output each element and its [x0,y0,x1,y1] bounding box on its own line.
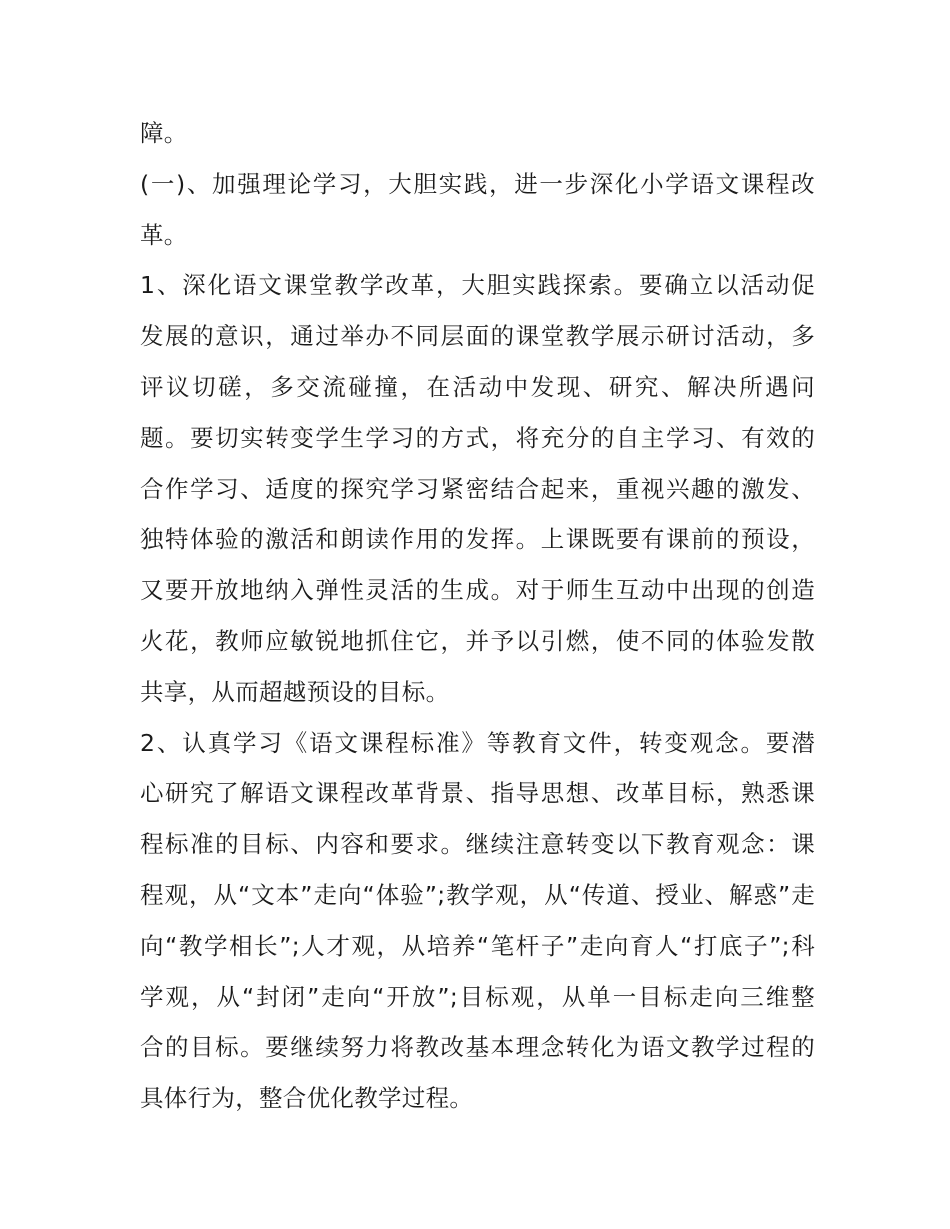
paragraph-1-line: 独特体验的激活和朗读作用的发挥。上课既要有课前的预设， [140,525,815,554]
paragraph-2-line: 具体行为，整合优化教学过程。 [140,1084,474,1113]
paragraph-1-line: 发展的意识，通过举办不同层面的课堂教学展示研讨活动，多 [140,322,815,351]
text-line: 障。 [140,119,188,147]
paragraph-2-line: 2、认真学习《语文课程标准》等教育文件，转变观念。要潜 [140,728,815,757]
paragraph-2-line: 心研究了解语文课程改革背景、指导思想、改革目标，熟悉课 [140,779,815,808]
paragraph-2-line: 学观，从“封闭”走向“开放”;目标观，从单一目标走向三维整 [140,982,815,1011]
paragraph-2-line: 合的目标。要继续努力将教改基本理念转化为语文教学过程的 [140,1033,815,1062]
paragraph-2-line: 程标准的目标、内容和要求。继续注意转变以下教育观念：课 [140,830,815,859]
paragraph-1-line: 又要开放地纳入弹性灵活的生成。对于师生互动中出现的创造 [140,576,815,605]
paragraph-1-line: 火花，教师应敏锐地抓住它，并予以引燃，使不同的体验发散 [140,626,815,655]
paragraph-1-line: 合作学习、适度的探究学习紧密结合起来，重视兴趣的激发、 [140,474,815,503]
paragraph-1-line: 1、深化语文课堂教学改革，大胆实践探索。要确立以活动促 [140,271,815,300]
paragraph-1-line: 评议切磋，多交流碰撞，在活动中发现、研究、解决所遇问 [140,372,815,401]
paragraph-2-line: 程观，从“文本”走向“体验”;教学观，从“传道、授业、解惑”走 [140,880,815,909]
document-body [140,108,815,1124]
section-heading: (一)、加强理论学习，大胆实践，进一步深化小学语文课程改 [140,169,815,198]
paragraph-2-line: 向“教学相长”;人才观，从培养“笔杆子”走向育人“打底子”;科 [140,931,815,960]
paragraph-1-line: 题。要切实转变学生学习的方式，将充分的自主学习、有效的 [140,423,815,452]
section-heading-continued: 革。 [140,220,188,249]
paragraph-1-line: 共享，从而超越预设的目标。 [140,677,450,706]
